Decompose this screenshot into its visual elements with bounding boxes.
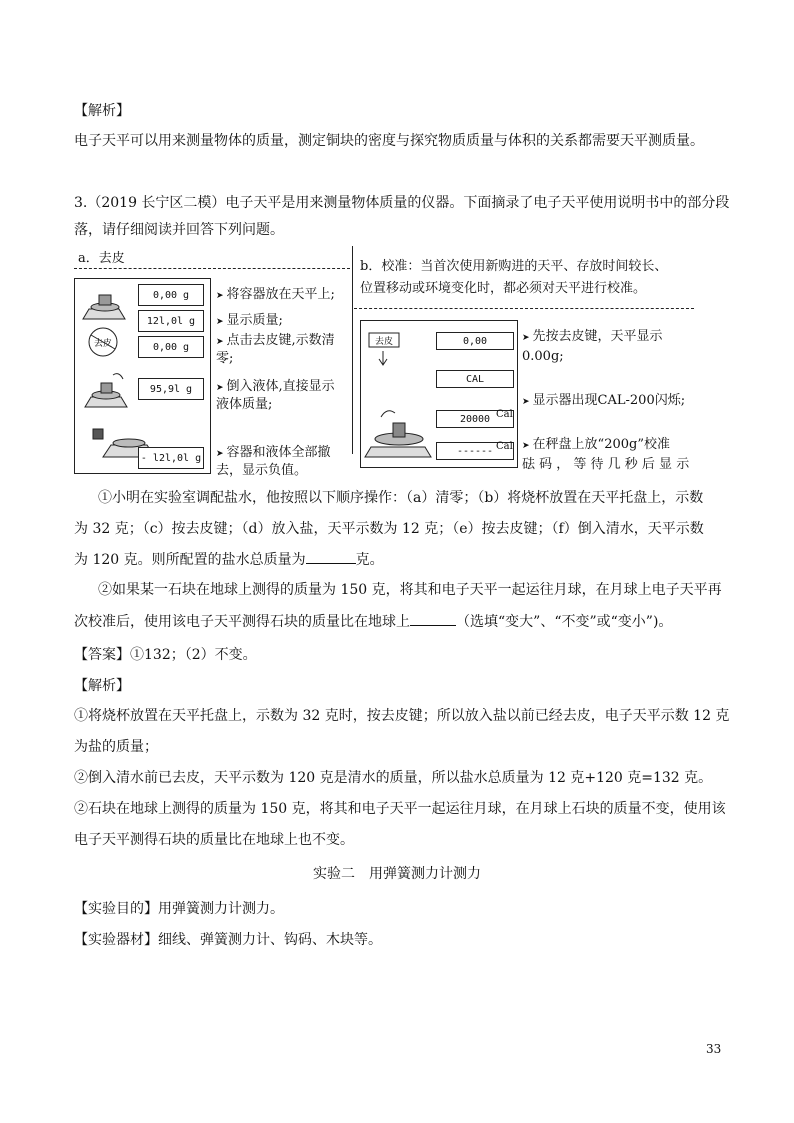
analysis2-p3-line1: ②石块在地球上测得的质量为 150 克，将其和电子天平一起运往月球，在月球上石块的质量不变，使用该: [74, 801, 726, 817]
page-number: 33: [706, 1042, 722, 1056]
question1-line2: 为 32 克；（c）按去皮键；（d）放入盐，天平示数为 12 克；（e）按去皮键；（f）倒入清水，天平示数: [74, 521, 704, 537]
experiment2-equipment: 【实验器材】细线、弹簧测力计、钩码、木块等。: [74, 932, 382, 948]
cal-display-4: ------: [436, 442, 514, 460]
experiment2-title: 实验二 用弹簧测力计测力: [313, 866, 481, 882]
part-b-title-line2: 位置移动或环境变化时，都必须对天平进行校准。: [360, 281, 647, 296]
question1-line3: 为 120 克。则所配置的盐水总质量为 克。: [74, 549, 384, 570]
experiment2-purpose: 【实验目的】用弹簧测力计测力。: [74, 901, 284, 917]
analysis2-p1-line2: 为盐的质量；: [74, 739, 158, 755]
display-reading-2: 12l,0l g: [138, 310, 204, 332]
part-b-step-3: ➤ 在秤盘上放“200g”校准: [522, 437, 670, 452]
part-a-step-3b: 零;: [216, 351, 234, 366]
balance-illustrations: [75, 279, 210, 473]
display-reading-3: 0,00 g: [138, 336, 204, 358]
question2-line2: 次校准后，使用该电子天平测得石块的质量比在地球上 （选填“变大”、“不变”或“变小”)。: [74, 611, 672, 632]
svg-text:去皮: 去皮: [374, 337, 394, 347]
analysis2-heading: 【解析】: [74, 678, 130, 694]
part-a-step-4: ➤ 倒入液体,直接显示: [216, 379, 335, 394]
answer-blank-2[interactable]: [410, 611, 456, 626]
answer-blank-1[interactable]: [306, 549, 356, 564]
balance-with-container-icon: [83, 295, 125, 319]
question1-line1: ①小明在实验室调配盐水，他按照以下顺序操作：（a）清零；（b）将烧杯放置在天平托盘上，示数: [98, 490, 704, 506]
tare-key-icon: [369, 333, 399, 365]
display-reading-1: 0,00 g: [138, 284, 204, 306]
dashed-divider-b: [354, 308, 694, 309]
analysis-heading: 【解析】: [74, 103, 130, 119]
part-b-step-1b: 0.00g;: [522, 349, 564, 364]
analysis2-p2: ②倒入清水前已去皮，天平示数为 120 克是清水的质量，所以盐水总质量为 12 克+120 克=132 克。: [74, 770, 713, 786]
analysis2-p3-line2: 电子天平测得石块的质量比在地球上也不变。: [74, 832, 354, 848]
analysis-text: 电子天平可以用来测量物体的质量，测定铜块的密度与探究物质质量与体积的关系都需要天平测质量。: [74, 133, 704, 149]
cal-tag-2: Cal: [496, 441, 513, 452]
balance-manual-figure: [74, 250, 724, 480]
part-b-step-1: ➤ 先按去皮键，天平显示: [522, 329, 663, 344]
section-separator: [352, 246, 353, 454]
dashed-divider-a: [74, 268, 350, 269]
part-b-step-3b: 砝 码 ， 等 待 几 秒 后 显 示: [522, 457, 690, 472]
svg-text:去皮: 去皮: [93, 339, 113, 349]
display-reading-5: - l2l,0l g: [138, 447, 204, 469]
part-a-image-box: [74, 278, 211, 474]
cal-display-2: CAL: [436, 370, 514, 388]
tare-button-icon: [89, 328, 117, 356]
cal-display-3: 20000: [436, 410, 514, 428]
analysis2-p1-line1: ①将烧杯放置在天平托盘上，示数为 32 克时，按去皮键；所以放入盐以前已经去皮，电子天平示数 12 克: [74, 708, 730, 724]
pouring-liquid-icon: [85, 374, 127, 407]
cal-display-1: 0,00: [436, 332, 514, 350]
display-reading-4: 95,9l g: [138, 378, 204, 400]
part-a-title: a．去皮: [78, 251, 125, 266]
cal-tag-1: Cal: [496, 409, 513, 420]
balance-with-weight-icon: [365, 411, 431, 457]
question2-line1: ②如果某一石块在地球上测得的质量为 150 克，将其和电子天平一起运往月球，在月球上电子天平再: [98, 582, 722, 598]
question-intro-line2: 落，请仔细阅读并回答下列问题。: [74, 222, 284, 238]
question-intro-line1: 3.（2019 长宁区二模）电子天平是用来测量物体质量的仪器。下面摘录了电子天平使用说明书中的部分段: [74, 195, 730, 211]
part-a-step-1: ➤ 将容器放在天平上;: [216, 287, 335, 302]
part-b-title-line1: b．校准：当首次使用新购进的天平、存放时间较长、: [360, 259, 668, 274]
part-a-step-5: ➤ 容器和液体全部撤: [216, 445, 331, 460]
part-a-step-2: ➤ 显示质量;: [216, 313, 283, 328]
part-b-step-2: ➤ 显示器出现CAL-200闪烁;: [522, 393, 686, 408]
part-a-step-5b: 去，显示负值。: [216, 463, 308, 478]
answer-line: 【答案】①132；（2）不变。: [74, 647, 257, 663]
part-a-step-4b: 液体质量;: [216, 397, 273, 412]
part-a-step-3: ➤ 点击去皮键,示数清: [216, 333, 335, 348]
